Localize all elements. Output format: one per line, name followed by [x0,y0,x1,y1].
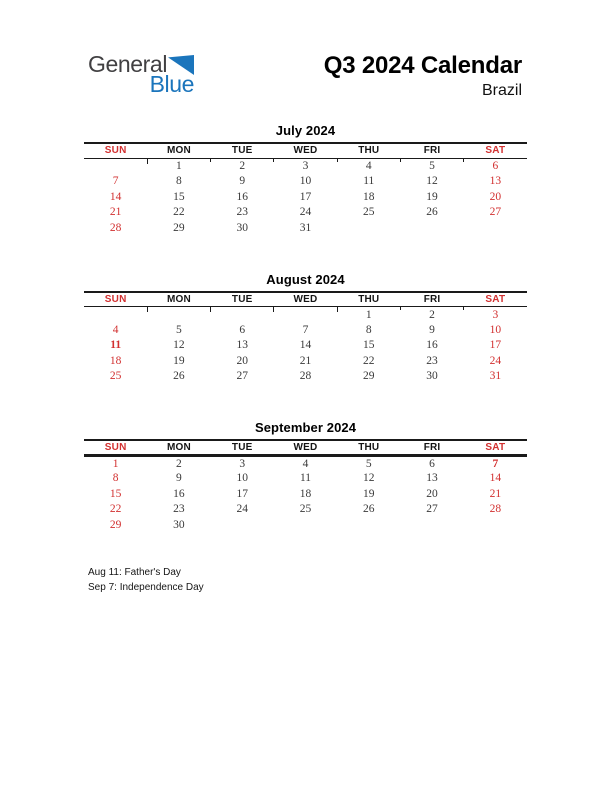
day-cell: 1 [112,457,119,470]
page-title: Q3 2024 Calendar [323,52,522,79]
day-header: TUE [211,143,274,158]
day-cell: 3 [239,457,246,470]
day-header: FRI [400,440,463,455]
day-cell: 20 [236,354,248,367]
day-cell: 9 [239,175,246,188]
calendar-table [84,439,527,533]
day-cell: 10 [236,472,248,485]
day-cell [274,517,337,533]
day-cell: 29 [173,221,185,234]
calendar-area [84,123,527,569]
day-cell: 21 [299,354,312,367]
day-cell: 1 [337,307,400,323]
day-cell: 20 [426,487,438,500]
day-cell: 23 [426,354,438,367]
day-cell: 19 [426,190,438,203]
region-subtitle: Brazil [481,82,522,99]
day-cell: 16 [236,190,248,203]
month-calendar [84,272,527,385]
day-cell: 22 [363,354,375,367]
day-cell: 28 [489,503,502,516]
day-cell: 4 [112,323,119,336]
day-cell: 22 [173,206,185,219]
day-cell: 9 [176,472,182,485]
day-cell: 16 [173,487,185,500]
day-cell: 4 [302,457,309,470]
day-cell [337,517,400,533]
day-cell [84,307,147,323]
day-cell: 22 [109,503,122,516]
day-header: TUE [211,440,274,455]
day-header: SUN [84,440,147,455]
day-cell: 23 [173,503,185,516]
day-cell: 26 [426,206,438,219]
logo-word-general: General [88,51,168,77]
day-cell: 24 [299,206,312,219]
month-calendar [84,420,527,533]
day-cell: 21 [489,487,502,500]
day-cell: 8 [112,472,119,485]
day-cell: 12 [173,339,185,352]
day-cell: 30 [426,370,438,383]
day-cell [464,517,527,533]
day-cell: 25 [109,370,122,383]
day-cell: 26 [363,503,375,516]
day-cell: 7 [112,175,119,188]
day-cell: 3 [464,307,527,323]
day-cell: 24 [489,354,502,367]
day-cell: 14 [489,472,502,485]
day-header: MON [147,143,210,158]
day-cell: 7 [302,323,309,336]
day-cell: 27 [236,370,248,383]
day-cell: 11 [363,175,375,188]
day-cell: 29 [363,370,375,383]
day-cell: 18 [363,190,375,203]
day-cell: 17 [489,339,502,352]
day-header: THU [337,440,400,455]
day-cell: 11 [110,339,122,352]
day-cell: 1 [147,158,210,174]
day-cell: 23 [236,206,248,219]
day-cell: 17 [299,190,312,203]
day-cell: 8 [365,323,372,336]
day-cell: 25 [299,503,312,516]
day-header: FRI [400,292,463,307]
calendar-table [84,291,527,385]
day-cell: 12 [426,175,438,188]
day-header: MON [147,440,210,455]
day-header: SUN [84,143,147,158]
month-title: August 2024 [266,271,345,287]
day-cell: 13 [489,175,502,188]
day-cell: 11 [299,472,312,485]
day-cell: 6 [464,158,527,174]
day-cell: 5 [176,323,182,336]
day-cell: 19 [363,487,375,500]
day-cell: 31 [489,370,502,383]
day-header: THU [337,143,400,158]
day-cell: 2 [211,158,274,174]
day-cell: 30 [236,221,248,234]
day-cell: 3 [274,158,337,174]
day-cell: 14 [109,190,122,203]
day-cell: 24 [236,503,248,516]
day-cell: 19 [173,354,185,367]
day-header: WED [274,292,337,307]
day-header: THU [337,292,400,307]
day-header: SUN [84,292,147,307]
day-cell: 31 [299,221,312,234]
day-cell: 26 [173,370,185,383]
day-cell: 17 [236,487,248,500]
day-header: WED [274,143,337,158]
calendar-table [84,142,527,236]
day-cell: 2 [176,457,182,470]
day-cell: 14 [299,339,312,352]
day-header: SAT [464,292,527,307]
day-header: FRI [400,143,463,158]
day-header: SAT [464,440,527,455]
day-cell: 28 [299,370,312,383]
month-title: July 2024 [275,123,336,138]
day-cell: 13 [426,472,438,485]
holiday-note: Sep 7: Independence Day [88,581,204,593]
day-cell: 21 [109,206,122,219]
title-block [324,52,522,100]
day-cell: 7 [492,457,499,470]
day-cell [400,220,463,236]
day-cell: 4 [337,158,400,174]
month-calendar [84,123,527,236]
holiday-notes [88,566,204,595]
day-cell: 2 [400,307,463,323]
day-cell: 10 [299,175,312,188]
day-header: MON [147,292,210,307]
day-header: TUE [211,292,274,307]
general-blue-logo [88,52,194,97]
day-cell: 16 [426,339,438,352]
day-cell: 18 [109,354,122,367]
day-cell: 9 [429,323,435,336]
day-cell: 29 [109,518,122,531]
day-cell [400,517,463,533]
day-cell [464,220,527,236]
day-cell: 18 [299,487,312,500]
day-cell: 15 [173,190,185,203]
day-cell [211,517,274,533]
day-cell [274,307,337,323]
day-cell: 15 [363,339,375,352]
day-cell [337,220,400,236]
day-cell: 10 [489,323,502,336]
day-cell: 13 [236,339,248,352]
day-cell: 20 [489,190,502,203]
day-cell: 27 [426,503,438,516]
day-cell: 6 [429,457,435,470]
day-cell [84,158,147,174]
day-cell: 6 [239,323,246,336]
day-cell: 5 [365,457,372,470]
day-cell: 8 [176,175,182,188]
holiday-note: Aug 11: Father's Day [88,567,181,578]
day-cell: 28 [109,221,122,234]
logo-word-blue: Blue [149,71,195,97]
day-header: SAT [464,143,527,158]
day-cell: 15 [109,487,122,500]
day-cell: 27 [489,206,502,219]
day-cell: 25 [363,206,375,219]
day-header: WED [274,440,337,455]
month-title: September 2024 [254,420,357,435]
day-cell [147,307,210,323]
day-cell: 5 [400,158,463,174]
day-cell: 30 [173,518,185,531]
day-cell [211,307,274,323]
day-cell: 12 [363,472,375,485]
